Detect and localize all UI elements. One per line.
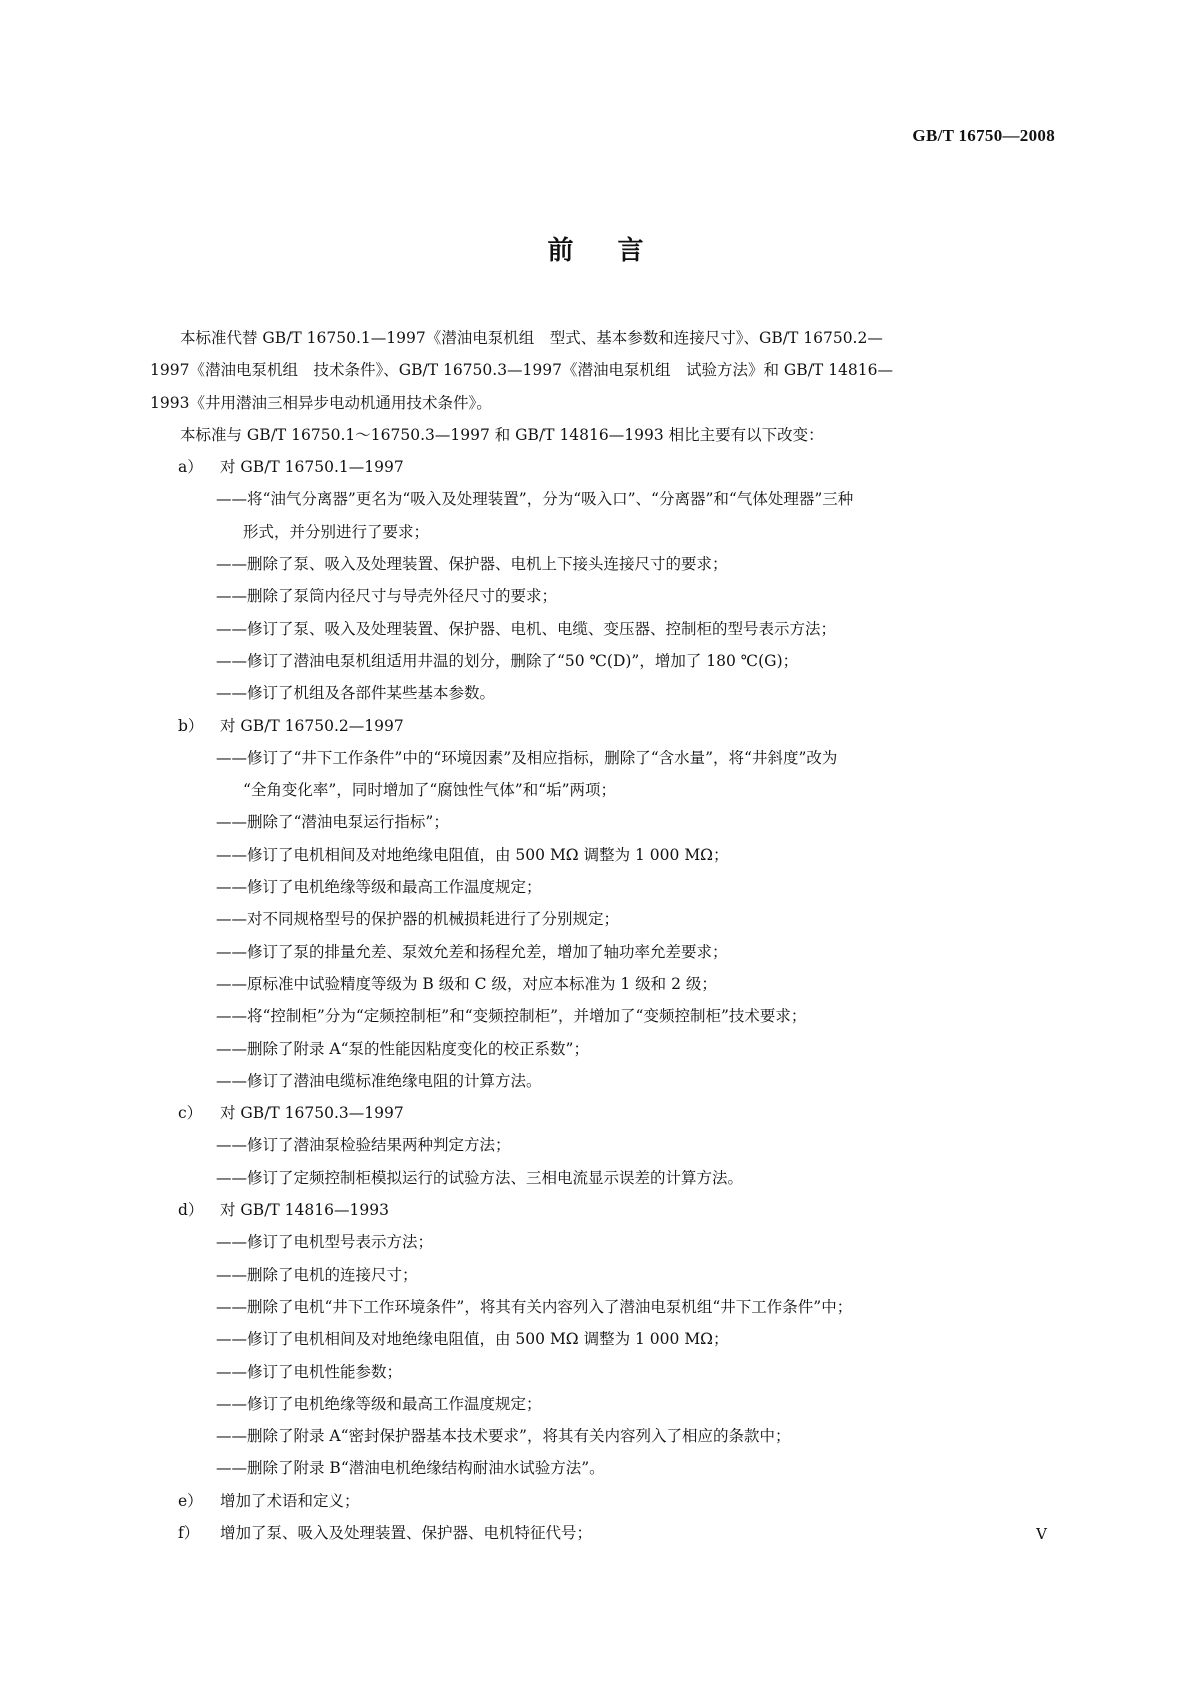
section-heading (150, 1517, 1060, 1549)
section-title: 对 GB/T 16750.2—1997 (220, 716, 404, 735)
section-marker: c） (178, 1104, 203, 1123)
list-item: ——删除了泵筒内径尺寸与导壳外径尺寸的要求； (216, 587, 558, 606)
document-body (150, 322, 1060, 1549)
section-title: 对 GB/T 14816—1993 (220, 1201, 389, 1220)
list-item: ——修订了电机型号表示方法； (216, 1233, 434, 1252)
list-item: ——修订了定频控制柜模拟运行的试验方法、三相电流显示误差的计算方法。 (216, 1168, 744, 1187)
list-item: ——将“控制柜”分为“定频控制柜”和“变频控制柜”，并增加了“变频控制柜”技术要求； (216, 1007, 807, 1026)
list-item: ——修订了机组及各部件某些基本参数。 (216, 684, 496, 703)
intro-line: 1997《潜油电泵机组 技术条件》、GB/T 16750.3—1997《潜油电泵机组 试验方法》和 GB/T 14816— (150, 361, 893, 380)
list-item: ——修订了潜油电泵机组适用井温的划分，删除了“50 ℃(D)”，增加了 180 ℃(G)； (216, 651, 799, 670)
section-title: 对 GB/T 16750.1—1997 (220, 458, 404, 477)
list-item: ——修订了“井下工作条件”中的“环境因素”及相应指标，删除了“含水量”，将“井斜度”改为 (216, 748, 838, 767)
section-heading (150, 1097, 1060, 1129)
list-item: ——原标准中试验精度等级为 B 级和 C 级，对应本标准为 1 级和 2 级； (216, 974, 717, 993)
list-item: ——修订了电机绝缘等级和最高工作温度规定； (216, 878, 542, 897)
list-item-continuation: “全角变化率”，同时增加了“腐蚀性气体”和“垢”两项； (243, 781, 617, 800)
list-item: ——修订了泵、吸入及处理装置、保护器、电机、电缆、变压器、控制柜的型号表示方法； (216, 619, 837, 638)
section-title: 对 GB/T 16750.3—1997 (220, 1104, 404, 1123)
section-heading (150, 1485, 1060, 1517)
list-item: ——修订了电机绝缘等级和最高工作温度规定； (216, 1394, 542, 1413)
list-item: ——将“油气分离器”更名为“吸入及处理装置”，分为“吸入口”、“分离器”和“气体处理器”三种 (216, 490, 854, 509)
list-item: ——修订了泵的排量允差、泵效允差和扬程允差，增加了轴功率允差要求； (216, 942, 728, 961)
list-item: ——修订了电机相间及对地绝缘电阻值，由 500 MΩ 调整为 1 000 MΩ； (216, 1330, 729, 1349)
list-item: ——修订了潜油泵检验结果两种判定方法； (216, 1136, 511, 1155)
section-marker: b） (178, 716, 204, 735)
section-heading (150, 710, 1060, 742)
section-title: 增加了术语和定义； (220, 1491, 360, 1510)
list-item-continuation: 形式，并分别进行了要求； (243, 522, 430, 541)
page-title: 前言 (547, 236, 688, 266)
section-marker: a） (178, 458, 203, 477)
compare-line: 本标准与 GB/T 16750.1～16750.3—1997 和 GB/T 14816—1993 相比主要有以下改变： (180, 425, 824, 444)
list-item: ——删除了附录 A“密封保护器基本技术要求”，将其有关内容列入了相应的条款中； (216, 1427, 791, 1446)
standard-code: GB/T 16750—2008 (912, 126, 1055, 145)
list-item: ——删除了附录 B“潜油电机绝缘结构耐油水试验方法”。 (216, 1459, 605, 1478)
page-number: Ⅴ (1036, 1527, 1047, 1543)
section-marker: d） (178, 1201, 204, 1220)
list-item: ——修订了电机性能参数； (216, 1362, 403, 1381)
list-item: ——删除了“潜油电泵运行指标”； (216, 813, 449, 832)
list-item: ——删除了泵、吸入及处理装置、保护器、电机上下接头连接尺寸的要求； (216, 555, 728, 574)
intro-line: 1993《井用潜油三相异步电动机通用技术条件》。 (150, 393, 492, 412)
list-item: ——删除了电机“井下工作环境条件”，将其有关内容列入了潜油电泵机组“井下工作条件”中； (216, 1297, 853, 1316)
section-heading (150, 451, 1060, 483)
list-item: ——删除了电机的连接尺寸； (216, 1265, 418, 1284)
list-item: ——修订了潜油电缆标准绝缘电阻的计算方法。 (216, 1071, 542, 1090)
section-title: 增加了泵、吸入及处理装置、保护器、电机特征代号； (220, 1523, 593, 1542)
list-item: ——修订了电机相间及对地绝缘电阻值，由 500 MΩ 调整为 1 000 MΩ； (216, 845, 729, 864)
section-heading (150, 1194, 1060, 1226)
intro-line: 本标准代替 GB/T 16750.1—1997《潜油电泵机组 型式、基本参数和连接尺寸》、GB/T 16750.2— (180, 329, 883, 347)
list-item: ——删除了附录 A“泵的性能因粘度变化的校正系数”； (216, 1039, 589, 1058)
section-marker: e） (178, 1491, 203, 1510)
section-marker: f） (178, 1523, 200, 1542)
list-item: ——对不同规格型号的保护器的机械损耗进行了分别规定； (216, 910, 620, 929)
